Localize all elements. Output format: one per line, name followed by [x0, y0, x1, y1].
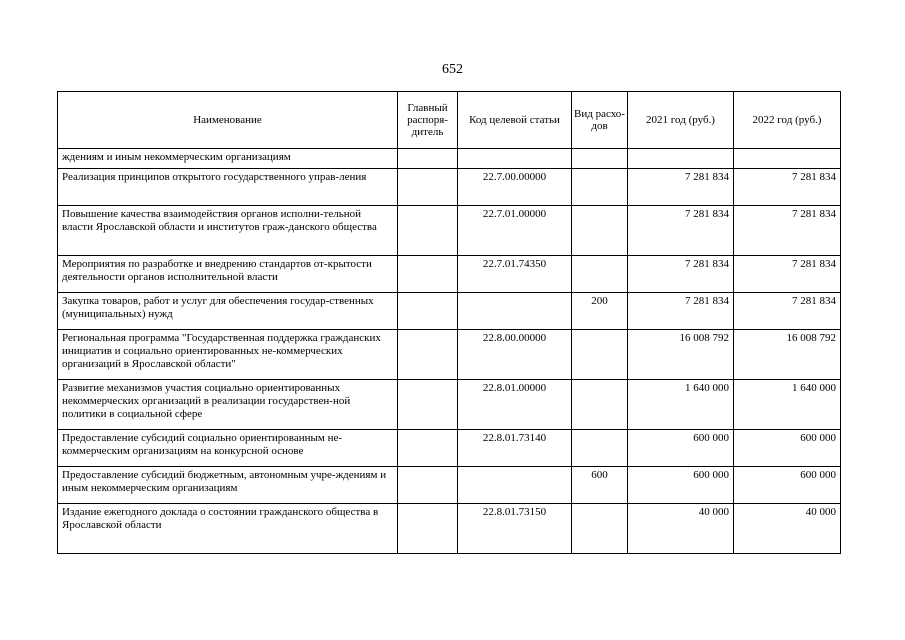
row-2021: 600 000	[628, 430, 734, 467]
header-year-2021: 2021 год (руб.)	[628, 92, 734, 149]
row-name: Мероприятия по разработке и внедрению стандартов от-крытости деятельности органов исполнительной власти	[58, 256, 398, 293]
row-type	[572, 504, 628, 554]
row-code: 22.7.01.00000	[458, 206, 572, 256]
table-row	[58, 504, 841, 554]
row-name: Реализация принципов открытого государственного управ-ления	[58, 169, 398, 206]
row-2022: 600 000	[734, 430, 841, 467]
row-manager	[398, 430, 458, 467]
row-code: 22.8.01.73150	[458, 504, 572, 554]
row-2021: 7 281 834	[628, 206, 734, 256]
row-code: 22.7.01.74350	[458, 256, 572, 293]
row-name: Повышение качества взаимодействия органов исполни-тельной власти Ярославской области и институтов граж-данского общества	[58, 206, 398, 256]
row-type	[572, 430, 628, 467]
row-2021: 7 281 834	[628, 256, 734, 293]
row-code: 22.8.00.00000	[458, 330, 572, 380]
header-year-2022: 2022 год (руб.)	[734, 92, 841, 149]
row-2021: 7 281 834	[628, 293, 734, 330]
row-code: 22.7.00.00000	[458, 169, 572, 206]
table-row	[58, 330, 841, 380]
row-2021: 1 640 000	[628, 380, 734, 430]
table-row	[58, 149, 841, 169]
row-name: Предоставление субсидий социально ориентированным не-коммерческим организациям на конкурсной основе	[58, 430, 398, 467]
header-target-code: Код целевой статьи	[458, 92, 572, 149]
row-2022	[734, 149, 841, 169]
row-2021: 600 000	[628, 467, 734, 504]
header-manager: Главный распоря-дитель	[398, 92, 458, 149]
row-2022: 1 640 000	[734, 380, 841, 430]
row-2022: 16 008 792	[734, 330, 841, 380]
table-row	[58, 293, 841, 330]
row-manager	[398, 467, 458, 504]
row-2022: 7 281 834	[734, 256, 841, 293]
table-row	[58, 380, 841, 430]
row-type	[572, 330, 628, 380]
row-name: Развитие механизмов участия социально ориентированных некоммерческих организаций в реализации государствен-ной политики в социальной сфере	[58, 380, 398, 430]
row-type	[572, 206, 628, 256]
row-manager	[398, 206, 458, 256]
header-name: Наименование	[58, 92, 398, 149]
row-2021	[628, 149, 734, 169]
row-code	[458, 467, 572, 504]
row-type	[572, 380, 628, 430]
row-type: 200	[572, 293, 628, 330]
table-row	[58, 430, 841, 467]
row-name: Предоставление субсидий бюджетным, автономным учре-ждениям и иным некоммерческим организациям	[58, 467, 398, 504]
row-2022: 7 281 834	[734, 206, 841, 256]
row-code: 22.8.01.00000	[458, 380, 572, 430]
row-name: Региональная программа "Государственная поддержка гражданских инициатив и социально ориентированных не-коммерческих организаций в Ярославской области"	[58, 330, 398, 380]
page-number: 652	[442, 62, 463, 77]
row-manager	[398, 330, 458, 380]
row-manager	[398, 380, 458, 430]
table-row	[58, 256, 841, 293]
table-row	[58, 467, 841, 504]
row-2021: 40 000	[628, 504, 734, 554]
row-2022: 600 000	[734, 467, 841, 504]
row-type: 600	[572, 467, 628, 504]
table-header-row	[58, 92, 841, 149]
row-code: 22.8.01.73140	[458, 430, 572, 467]
row-type	[572, 169, 628, 206]
row-type	[572, 149, 628, 169]
row-manager	[398, 149, 458, 169]
row-type	[572, 256, 628, 293]
row-2021: 16 008 792	[628, 330, 734, 380]
row-name: Издание ежегодного доклада о состоянии гражданского общества в Ярославской области	[58, 504, 398, 554]
row-manager	[398, 169, 458, 206]
row-2021: 7 281 834	[628, 169, 734, 206]
header-expense-type: Вид расхо-дов	[572, 92, 628, 149]
row-manager	[398, 293, 458, 330]
row-code	[458, 293, 572, 330]
row-name: ждениям и иным некоммерческим организациям	[58, 149, 398, 169]
table-row	[58, 206, 841, 256]
table-row	[58, 169, 841, 206]
row-code	[458, 149, 572, 169]
row-manager	[398, 504, 458, 554]
row-2022: 7 281 834	[734, 169, 841, 206]
budget-table	[57, 91, 841, 554]
row-2022: 40 000	[734, 504, 841, 554]
row-2022: 7 281 834	[734, 293, 841, 330]
row-manager	[398, 256, 458, 293]
row-name: Закупка товаров, работ и услуг для обеспечения государ-ственных (муниципальных) нужд	[58, 293, 398, 330]
